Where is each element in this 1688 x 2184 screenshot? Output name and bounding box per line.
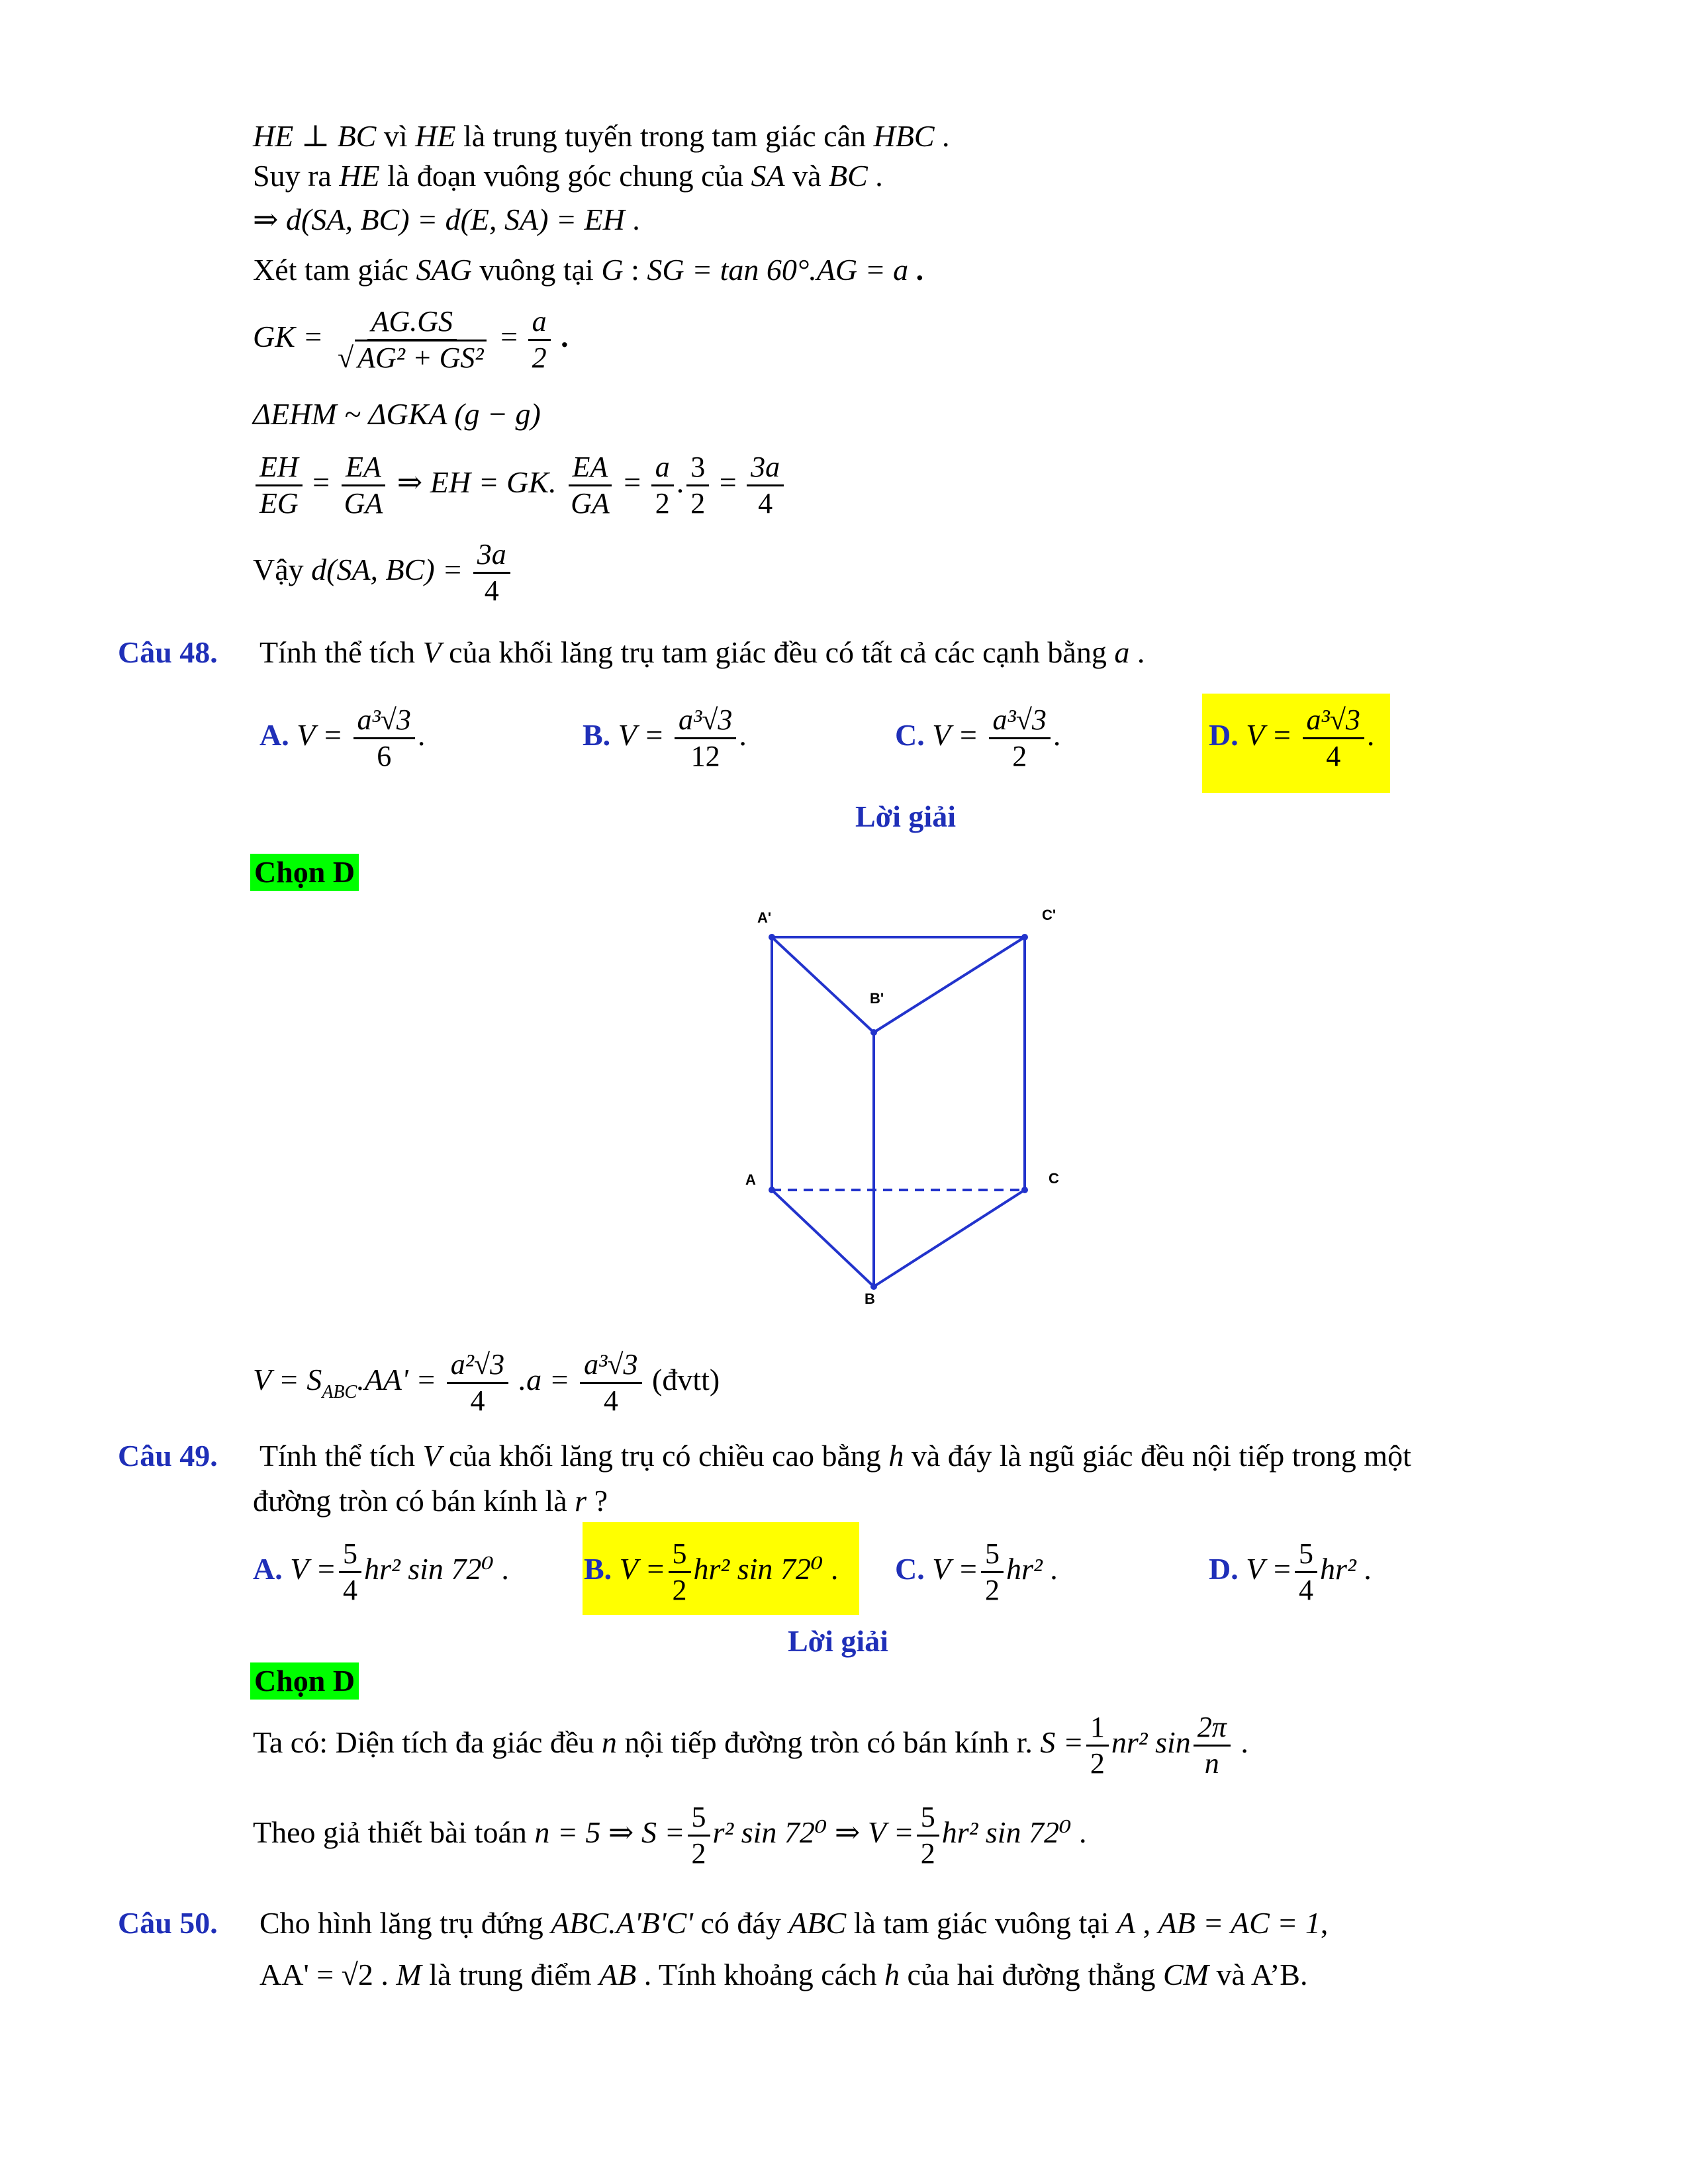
q49-solution-line1 — [253, 1710, 1248, 1781]
fraction — [981, 1537, 1004, 1608]
numerator: a²√3 — [447, 1347, 508, 1384]
vertex-c1 — [1021, 934, 1028, 940]
fraction-a-2 — [651, 450, 674, 521]
numerator: a³√3 — [675, 703, 736, 739]
numerator: 1 — [1086, 1710, 1109, 1747]
math-sg: SG = tan 60°.AG = a — [647, 253, 909, 287]
q48-solution-heading: Lời giải — [855, 799, 956, 833]
math-nr2-sin: nr² sin — [1111, 1725, 1191, 1760]
q48-chosen-answer: Chọn D — [250, 854, 359, 891]
denominator: 2 — [691, 1837, 706, 1870]
text: . — [417, 718, 426, 752]
math-prism: ABC.A'B'C' — [551, 1906, 693, 1940]
math-v: V = — [297, 718, 344, 752]
question-49-text-line1 — [259, 1437, 1411, 1475]
vertex-c — [1021, 1187, 1028, 1193]
math-aa1: AA' = √2 — [259, 1958, 373, 1991]
option-label: A. — [253, 1552, 283, 1586]
vertex-b — [870, 1283, 877, 1290]
fraction-3-2 — [686, 450, 709, 521]
denominator: 2 — [532, 341, 547, 374]
math-n5-s: n = 5 ⇒ S = — [534, 1815, 685, 1850]
math-r2-sin: r² sin 72⁰ — [712, 1815, 827, 1850]
math-r: r — [575, 1484, 587, 1518]
numerator: EH — [256, 450, 303, 486]
text: . — [1053, 718, 1061, 752]
math-v: V = — [619, 1552, 666, 1586]
text: . — [1071, 1815, 1087, 1850]
text: nội tiếp đường tròn có bán kính r. — [616, 1725, 1041, 1760]
numerator: AG.GS — [367, 304, 457, 341]
fraction-3a-4 — [473, 537, 510, 608]
vertex-b1 — [870, 1029, 877, 1036]
prev-line-2 — [253, 158, 883, 195]
fraction — [669, 1537, 691, 1608]
math-distance: ⇒ d(SA, BC) = d(E, SA) = EH — [253, 203, 625, 236]
math-h: h — [888, 1439, 904, 1473]
text: vuông tại — [471, 253, 602, 287]
denominator: 2 — [690, 487, 706, 520]
edge-a1-b1 — [772, 937, 874, 1032]
fraction — [1086, 1710, 1109, 1781]
math-v: V = — [290, 1552, 337, 1586]
math-v: V = — [618, 718, 665, 752]
q49-solution-heading: Lời giải — [788, 1624, 888, 1658]
prev-line-ratio — [253, 450, 786, 521]
q48-option-c[interactable] — [895, 703, 1060, 774]
question-48-text — [259, 634, 1145, 671]
text: Vậy — [253, 553, 312, 587]
option-label: A. — [259, 718, 289, 752]
option-label: B. — [583, 718, 611, 752]
math-v: V — [422, 1439, 442, 1473]
text: = — [500, 320, 518, 354]
text: Xét tam giác — [253, 253, 416, 287]
math-g: G — [601, 253, 624, 287]
prev-line-gk — [253, 304, 569, 375]
fraction — [675, 703, 736, 774]
text: có đáy — [692, 1906, 789, 1940]
text: là tam giác vuông tại — [846, 1906, 1117, 1940]
numerator: a³√3 — [353, 703, 415, 739]
text: . — [934, 119, 950, 153]
denominator: 6 — [377, 740, 392, 772]
prev-line-3 — [253, 201, 640, 238]
text: . — [676, 465, 684, 500]
numerator: 3 — [686, 450, 709, 486]
text: của khối lăng trụ tam giác đều có tất cả các cạnh bằng — [441, 635, 1115, 669]
numerator: EA — [342, 450, 385, 486]
edge-a-b — [772, 1190, 874, 1287]
label-c: C — [1049, 1170, 1059, 1187]
fraction — [447, 1347, 508, 1418]
text: , — [1135, 1906, 1158, 1940]
math-v: V = — [932, 718, 979, 752]
denominator: GA — [344, 487, 383, 520]
denominator: 2 — [672, 1574, 687, 1606]
numerator: 5 — [339, 1537, 361, 1573]
fraction-gk — [334, 304, 491, 375]
fraction-ea-ga — [340, 450, 387, 521]
math-v: ⇒ V = — [827, 1815, 914, 1850]
text: Tính thể tích — [259, 1439, 423, 1473]
math-sa: SA — [751, 159, 785, 193]
text: . — [1233, 1725, 1248, 1760]
denominator: 2 — [1090, 1747, 1105, 1780]
math-h: h — [884, 1958, 900, 1991]
q49-option-c[interactable] — [895, 1537, 1058, 1608]
numerator: 3a — [473, 537, 510, 574]
q49-option-b[interactable] — [584, 1537, 838, 1608]
unit-text: (đvtt) — [644, 1363, 720, 1397]
text: . — [493, 1552, 509, 1586]
q49-solution-line2 — [253, 1800, 1087, 1871]
fraction — [580, 1347, 641, 1418]
prev-line-4 — [253, 251, 923, 289]
math-a: .a = — [518, 1363, 570, 1397]
text: = — [624, 465, 641, 500]
math-v: V — [422, 635, 442, 669]
fraction — [917, 1800, 939, 1871]
numerator: a³√3 — [989, 703, 1051, 739]
q49-chosen-answer: Chọn D — [250, 1662, 359, 1700]
denominator: 12 — [690, 740, 720, 772]
text: . — [1366, 718, 1375, 752]
numerator: 2π — [1194, 1710, 1231, 1747]
question-49-text-line2 — [253, 1482, 608, 1520]
text: . — [739, 718, 747, 752]
text: . Tính khoảng cách — [636, 1958, 884, 1991]
math-eh-gk: ⇒ EH = GK. — [397, 465, 557, 500]
math-hbc: HBC — [873, 119, 935, 153]
text: Tính thể tích — [259, 635, 423, 669]
denominator: 2 — [655, 487, 670, 520]
denominator: 2 — [1012, 740, 1027, 772]
text: . — [373, 1958, 397, 1991]
text: . — [823, 1552, 839, 1586]
math-d-sa-bc: d(SA, BC) = — [311, 553, 463, 587]
denominator: 4 — [343, 1574, 358, 1606]
numerator: 5 — [917, 1800, 939, 1837]
numerator: EA — [569, 450, 612, 486]
fraction — [353, 703, 415, 774]
math-aa1: .AA' = — [357, 1363, 437, 1397]
vertex-a1 — [769, 934, 775, 940]
denominator: 4 — [758, 487, 773, 520]
text: Theo giả thiết bài toán — [253, 1815, 535, 1850]
text: đường tròn có bán kính là — [253, 1484, 575, 1518]
numerator: a³√3 — [580, 1347, 641, 1384]
denominator: 4 — [484, 574, 499, 607]
text: = — [312, 465, 330, 500]
text: và — [784, 159, 829, 193]
prev-line-sim — [253, 396, 541, 433]
option-label: D. — [1209, 1552, 1239, 1586]
text: ? — [586, 1484, 608, 1518]
math-bc: BC — [828, 159, 868, 193]
subscript: ABC — [322, 1382, 357, 1403]
question-48-label: Câu 48. — [118, 635, 218, 669]
text: : — [623, 253, 647, 287]
text: là trung điểm — [421, 1958, 600, 1991]
fraction — [1295, 1537, 1317, 1608]
text: của hai đường thẳng — [899, 1958, 1163, 1991]
text: Suy ra — [253, 159, 340, 193]
option-label: B. — [584, 1552, 612, 1586]
question-50-text-line1 — [259, 1905, 1328, 1942]
text: . — [624, 203, 640, 236]
fraction — [688, 1800, 710, 1871]
label-a: A — [745, 1171, 756, 1188]
fraction-3a-4 — [747, 450, 784, 521]
math-hr2: hr² — [1320, 1552, 1356, 1586]
denominator: 4 — [1299, 1574, 1314, 1606]
question-49-label: Câu 49. — [118, 1439, 218, 1473]
text: là đoạn vuông góc chung của — [379, 159, 751, 193]
label-a1: A' — [757, 909, 772, 926]
math-v-s: V = S — [253, 1363, 322, 1397]
fraction — [339, 1537, 361, 1608]
vertex-a — [769, 1187, 775, 1193]
fraction — [989, 703, 1051, 774]
math-v: V = — [1246, 1552, 1293, 1586]
q48-option-a[interactable] — [259, 703, 425, 774]
label-c1: C' — [1042, 907, 1056, 923]
q48-volume-formula — [253, 1347, 720, 1418]
fraction-a-2 — [528, 304, 551, 375]
fraction-eh-eg — [256, 450, 303, 521]
q49-option-a[interactable] — [253, 1537, 509, 1608]
math-abc: ABC — [788, 1906, 847, 1940]
q49-option-d[interactable] — [1209, 1537, 1372, 1608]
math-n: n — [601, 1725, 617, 1760]
math-he: HE — [339, 159, 380, 193]
numerator: 5 — [981, 1537, 1004, 1573]
prev-line-1 — [253, 118, 950, 155]
math-he: HE — [415, 119, 456, 153]
text: . — [1042, 1552, 1058, 1586]
math-he-perp-bc: HE ⊥ BC — [253, 119, 377, 153]
numerator: a — [651, 450, 674, 486]
numerator: 3a — [747, 450, 784, 486]
text: . — [1129, 635, 1145, 669]
numerator: 5 — [1295, 1537, 1317, 1573]
math-m: M — [396, 1958, 422, 1991]
question-50-label: Câu 50. — [118, 1906, 218, 1940]
denominator: 2 — [920, 1837, 935, 1870]
denominator: 2 — [985, 1574, 1000, 1606]
fraction-ea-ga-2 — [567, 450, 614, 521]
math-hr2: hr² — [1006, 1552, 1043, 1586]
text: . — [867, 159, 883, 193]
math-a: A — [1117, 1906, 1136, 1940]
prism-figure — [728, 900, 1099, 1310]
label-b1: B' — [870, 990, 884, 1007]
text: và đáy là ngũ giác đều nội tiếp trong một — [904, 1439, 1411, 1473]
numerator: 5 — [688, 1800, 710, 1837]
option-label: D. — [1209, 718, 1239, 752]
option-label: C. — [895, 718, 925, 752]
prev-line-vay — [253, 537, 513, 608]
question-50-text-line2 — [259, 1956, 1307, 1993]
denominator: 4 — [1326, 740, 1341, 772]
label-b: B — [865, 1291, 875, 1307]
option-label: C. — [895, 1552, 925, 1586]
math-similar: ΔEHM ~ ΔGKA (g − g) — [253, 397, 541, 431]
math-s: S = — [1040, 1725, 1084, 1760]
text: . — [908, 253, 924, 287]
denominator: GA — [571, 487, 610, 520]
text: . — [561, 320, 569, 354]
numerator: a — [528, 304, 551, 341]
text: và A’B. — [1208, 1958, 1308, 1991]
text: là trung tuyến trong tam giác cân — [455, 119, 874, 153]
sqrt-content: AG² + GS² — [355, 340, 487, 374]
denominator: EG — [259, 487, 299, 520]
math-v: V = — [1246, 718, 1293, 752]
denominator: √ AG² + GS² — [334, 341, 491, 375]
fraction — [1194, 1710, 1231, 1781]
math-gk: GK = — [253, 320, 324, 354]
text: của khối lăng trụ có chiều cao bằng — [441, 1439, 889, 1473]
math-a: a — [1114, 635, 1130, 669]
text: . — [1356, 1552, 1372, 1586]
math-v: V = — [932, 1552, 979, 1586]
text: Ta có: Diện tích đa giác đều — [253, 1725, 602, 1760]
text: vì — [376, 119, 416, 153]
text: = — [719, 465, 737, 500]
denominator: n — [1204, 1747, 1219, 1780]
denominator: 4 — [603, 1385, 618, 1417]
text: Cho hình lăng trụ đứng — [259, 1906, 551, 1940]
q48-option-b[interactable] — [583, 703, 747, 774]
math-cm: CM — [1162, 1958, 1209, 1991]
math-ab: AB — [599, 1958, 637, 1991]
math-hr2-sin: hr² sin 72⁰ — [941, 1815, 1072, 1850]
math-sag: SAG — [416, 253, 472, 287]
numerator: a³√3 — [1303, 703, 1364, 739]
math-ab-ac: AB = AC = 1 — [1158, 1906, 1321, 1940]
edge-c1-b1 — [874, 937, 1025, 1032]
edge-c-b — [874, 1190, 1025, 1287]
math-hr2-sin: hr² sin 72⁰ — [364, 1552, 494, 1586]
q48-option-d[interactable] — [1209, 703, 1374, 774]
math-hr2-sin: hr² sin 72⁰ — [693, 1552, 823, 1586]
denominator: 4 — [470, 1385, 485, 1417]
text: , — [1320, 1906, 1329, 1940]
fraction — [1303, 703, 1364, 774]
numerator: 5 — [669, 1537, 691, 1573]
